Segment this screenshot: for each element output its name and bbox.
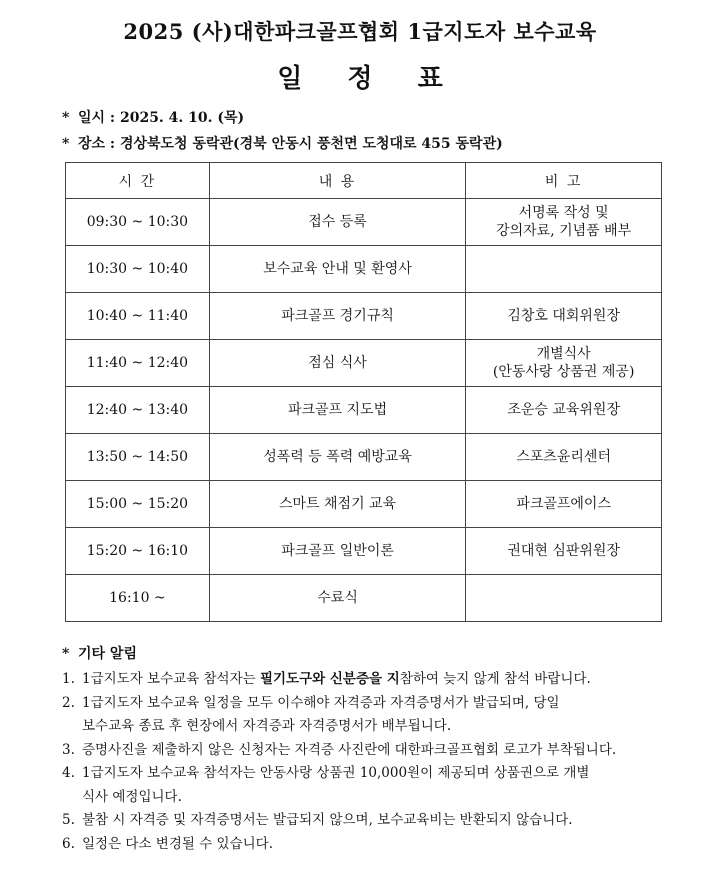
cell-time: 10:30 ~ 10:40: [66, 246, 210, 293]
cell-note: [466, 246, 662, 293]
cell-content: 파크골프 지도법: [209, 387, 466, 434]
note-line: [82, 739, 682, 763]
note-number: 4.: [62, 765, 75, 781]
table-row: [66, 387, 662, 434]
cell-content: 스마트 채점기 교육: [209, 481, 466, 528]
table-row: [66, 293, 662, 340]
table-row: [66, 340, 662, 387]
cell-note: [466, 575, 662, 622]
note-number: 3.: [62, 741, 75, 758]
note-text-pre: 1급지도자 보수교육 참석자는: [82, 671, 260, 687]
date-text: 일시 : 2025. 4. 10. (목): [78, 110, 245, 126]
notes-title: [62, 643, 137, 663]
note-number: 6.: [62, 835, 75, 852]
table-row: [66, 528, 662, 575]
header-note: 비 고: [466, 163, 662, 199]
note-item: [62, 692, 682, 739]
table-header-row: [66, 163, 662, 199]
cell-content: 접수 등록: [209, 199, 466, 246]
cell-time: 15:00 ~ 15:20: [66, 481, 210, 528]
cell-note: [466, 340, 662, 387]
note-number: 2.: [62, 694, 75, 711]
bullet-star: *: [62, 646, 70, 662]
cell-time: 16:10 ~: [66, 575, 210, 622]
cell-content: 점심 식사: [209, 340, 466, 387]
table-row: [66, 434, 662, 481]
schedule-table: [65, 162, 662, 622]
cell-time: 12:40 ~ 13:40: [66, 387, 210, 434]
cell-content: 성폭력 등 폭력 예방교육: [209, 434, 466, 481]
schedule-body: [66, 199, 662, 622]
cell-time: 13:50 ~ 14:50: [66, 434, 210, 481]
note-line: 권대현 심판위원장: [507, 543, 620, 559]
cell-time: 09:30 ~ 10:30: [66, 199, 210, 246]
note-line: 파크골프에이스: [516, 496, 611, 512]
notes-list: [62, 668, 682, 856]
cell-note: [466, 481, 662, 528]
note-text-pre: 1급지도자 보수교육 참석자는 안동사랑 상품권 10,000원이 제공되며 상품권으로 개별: [82, 765, 590, 781]
cell-time: 11:40 ~ 12:40: [66, 340, 210, 387]
note-text-bold: 필기도구와 신분증을 지: [259, 671, 400, 687]
note-item: [62, 668, 682, 692]
cell-note: [466, 293, 662, 340]
bullet-star: *: [62, 136, 70, 152]
note-item: [62, 809, 682, 833]
place-text: 장소 : 경상북도청 동락관(경북 안동시 풍천면 도청대로 455 동락관): [78, 136, 503, 152]
cell-content: 수료식: [209, 575, 466, 622]
note-text-pre: 증명사진을 제출하지 않은 신청자는 자격증 사진란에 대한파크골프협회 로고가 부착됩니다.: [82, 741, 617, 758]
note-line: 스포츠윤리센터: [516, 449, 611, 465]
cell-content: 보수교육 안내 및 환영사: [209, 246, 466, 293]
note-line: [82, 833, 682, 857]
note-line-2: 식사 예정입니다.: [82, 788, 182, 805]
note-text-pre: 일정은 다소 변경될 수 있습니다.: [82, 835, 273, 852]
note-line: 개별식사: [536, 346, 591, 362]
note-line: 서명록 작성 및: [518, 205, 609, 221]
cell-content: 파크골프 일반이론: [209, 528, 466, 575]
cell-note: [466, 528, 662, 575]
note-line: 조운승 교육위원장: [507, 402, 620, 418]
cell-time: 10:40 ~ 11:40: [66, 293, 210, 340]
notes-title-text: 기타 알림: [78, 646, 137, 662]
note-text-post: 참하여 늦지 않게 참석 바랍니다.: [399, 671, 591, 687]
note-line-2: 강의자료, 기념품 배부: [496, 223, 632, 239]
note-number: 5.: [62, 812, 75, 828]
info-date: [62, 107, 244, 127]
table-row: [66, 246, 662, 293]
note-number: 1.: [62, 671, 75, 687]
document-subtitle: 일 정 표: [277, 64, 461, 94]
document-title: 2025 (사)대한파크골프협회 1급지도자 보수교육: [123, 19, 597, 44]
header-time: 시 간: [66, 163, 210, 199]
note-item: [62, 739, 682, 763]
cell-content: 파크골프 경기규칙: [209, 293, 466, 340]
note-line: [82, 809, 682, 833]
note-line: [82, 668, 682, 692]
bullet-star: *: [62, 110, 70, 126]
note-item: [62, 833, 682, 857]
note-text-pre: 불참 시 자격증 및 자격증명서는 발급되지 않으며, 보수교육비는 반환되지 않습니다.: [82, 812, 573, 828]
cell-note: [466, 387, 662, 434]
table-row: [66, 199, 662, 246]
table-row: [66, 481, 662, 528]
info-place: [62, 133, 503, 153]
note-line: 김창호 대회위원장: [507, 308, 620, 324]
note-item: [62, 762, 682, 809]
note-line-2: 보수교육 종료 후 현장에서 자격증과 자격증명서가 배부됩니다.: [82, 718, 452, 734]
header-content: 내 용: [209, 163, 466, 199]
note-line-2: (안동사랑 상품권 제공): [492, 364, 635, 380]
table-row: [66, 575, 662, 622]
note-text-pre: 1급지도자 보수교육 일정을 모두 이수해야 자격증과 자격증명서가 발급되며, 당일: [82, 694, 560, 711]
note-line: [82, 762, 682, 786]
cell-note: [466, 434, 662, 481]
note-line: [82, 692, 682, 716]
cell-time: 15:20 ~ 16:10: [66, 528, 210, 575]
cell-note: [466, 199, 662, 246]
